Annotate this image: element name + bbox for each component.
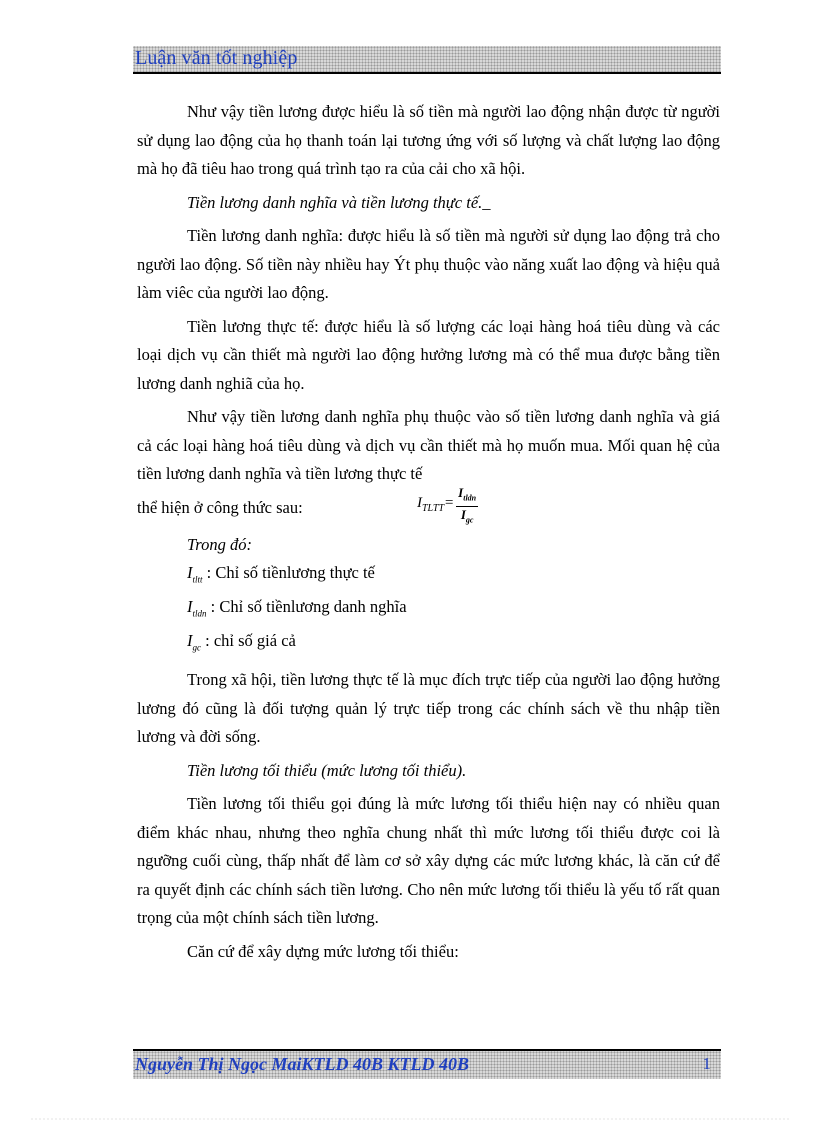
formula-den-sub: gc — [465, 515, 474, 525]
page-number: 1 — [702, 1054, 711, 1073]
definition-symbol-base: I — [187, 562, 193, 582]
paragraph-2: Tiền lương danh nghĩa: được hiểu là số tiền mà người sử dụng lao động trả cho người lao động. Số tiền này nhiều hay Ýt phụ thuộc vào năng xuất lao động và hiệu quả làm viêc của người lao động. — [137, 226, 720, 302]
formula-lhs-sub: TLTT — [422, 503, 445, 515]
paragraph-6: Tiền lương tối thiểu gọi đúng là mức lương tối thiểu hiện nay có nhiều quan điểm khác nhau, nhưng theo nghĩa chung nhất thì mức lương tối thiểu được coi là ngưỡng cuối cùng, thấp nhất để làm cơ sở xây dựng các mức lương khác, là căn cứ để ra quyết định các chính sách tiền lương. Cho nên mức lương tối thiểu là yếu tố rất quan trọng của một chính sách tiền lương. — [137, 794, 720, 928]
formula-den-base: I — [460, 507, 466, 523]
definition-item — [187, 593, 720, 627]
definition-symbol — [187, 631, 201, 653]
paragraph-7: Căn cứ để xây dựng mức lương tối thiểu: — [187, 941, 459, 961]
paragraph-4: Như vậy tiền lương danh nghĩa phụ thuộc vào số tiền lương danh nghĩa và giá cả các loại hàng hoá tiêu dùng và dịch vụ cần thiết mà họ muốn mua. Mối quan hệ của tiền lương danh nghĩa và tiền lương thực tế — [137, 407, 720, 483]
formula-num-base: I — [458, 484, 464, 500]
header-title: Luận văn tốt nghiệp — [135, 47, 298, 69]
bottom-dotted-divider — [30, 1118, 790, 1120]
formula-equals: = — [444, 495, 455, 512]
formula-lhs — [417, 489, 454, 524]
definition-symbol — [187, 596, 207, 619]
definition-symbol — [187, 563, 203, 582]
document-body — [137, 98, 720, 966]
page-footer — [133, 1049, 721, 1079]
section-heading-minimum-wage: Tiền lương tối thiểu (mức lương tối thiểu). — [187, 760, 467, 780]
definition-text: : Chỉ số tiềnlương thực tế — [206, 562, 375, 582]
formula-fraction — [456, 485, 478, 529]
paragraph-5: Trong xã hội, tiền lương thực tế là mục đích trực tiếp của người lao động hưởng lương đó cũng là đối tượng quản lý trực tiếp trong các chính sách về thu nhập tiền lương và đời sống. — [137, 670, 720, 747]
definitions-title: Trong đó: — [187, 534, 252, 554]
page-header — [133, 46, 721, 74]
definition-symbol-base: I — [187, 631, 193, 651]
footer-author: Nguyễn Thị Ngọc MaiKTLD 40B KTLD 40B — [135, 1054, 470, 1074]
definition-symbol-sub: tldn — [192, 608, 207, 619]
definition-text: : chỉ số giá cả — [205, 631, 296, 651]
definition-symbol-base: I — [187, 596, 193, 616]
real-wage-index-formula — [417, 485, 478, 529]
paragraph-1: Như vậy tiền lương được hiểu là số tiền mà người lao động nhận được từ người sử dụng lao động của họ thanh toán lại tương ứng với số lượng và chất lượng lao động mà họ đã tiêu hao trong quá trình tạo ra của cải cho xã hội. — [137, 102, 720, 178]
formula-lead-text: thể hiện ở công thức sau: — [137, 497, 303, 517]
definition-symbol-sub: tltt — [192, 573, 203, 584]
definition-item — [187, 627, 720, 661]
formula-definitions — [187, 531, 720, 662]
formula-numerator — [456, 485, 478, 508]
section-heading-nominal-real-wage: Tiền lương danh nghĩa và tiền lương thực tế._ — [187, 192, 491, 212]
formula-line — [137, 484, 720, 531]
definition-item — [187, 559, 720, 593]
paragraph-3: Tiền lương thực tế: được hiểu là số lượng các loại hàng hoá tiêu dùng và các loại dịch vụ cần thiết mà người lao động hưởng lương mà có thể mua được bằng tiền lương danh nghiã của họ. — [137, 316, 720, 393]
definition-symbol-sub: gc — [192, 642, 201, 653]
definition-text: : Chỉ số tiềnlương danh nghĩa — [210, 596, 407, 616]
formula-lhs-base: I — [417, 495, 422, 512]
formula-denominator — [461, 507, 474, 529]
formula-num-sub: tldn — [463, 493, 477, 503]
